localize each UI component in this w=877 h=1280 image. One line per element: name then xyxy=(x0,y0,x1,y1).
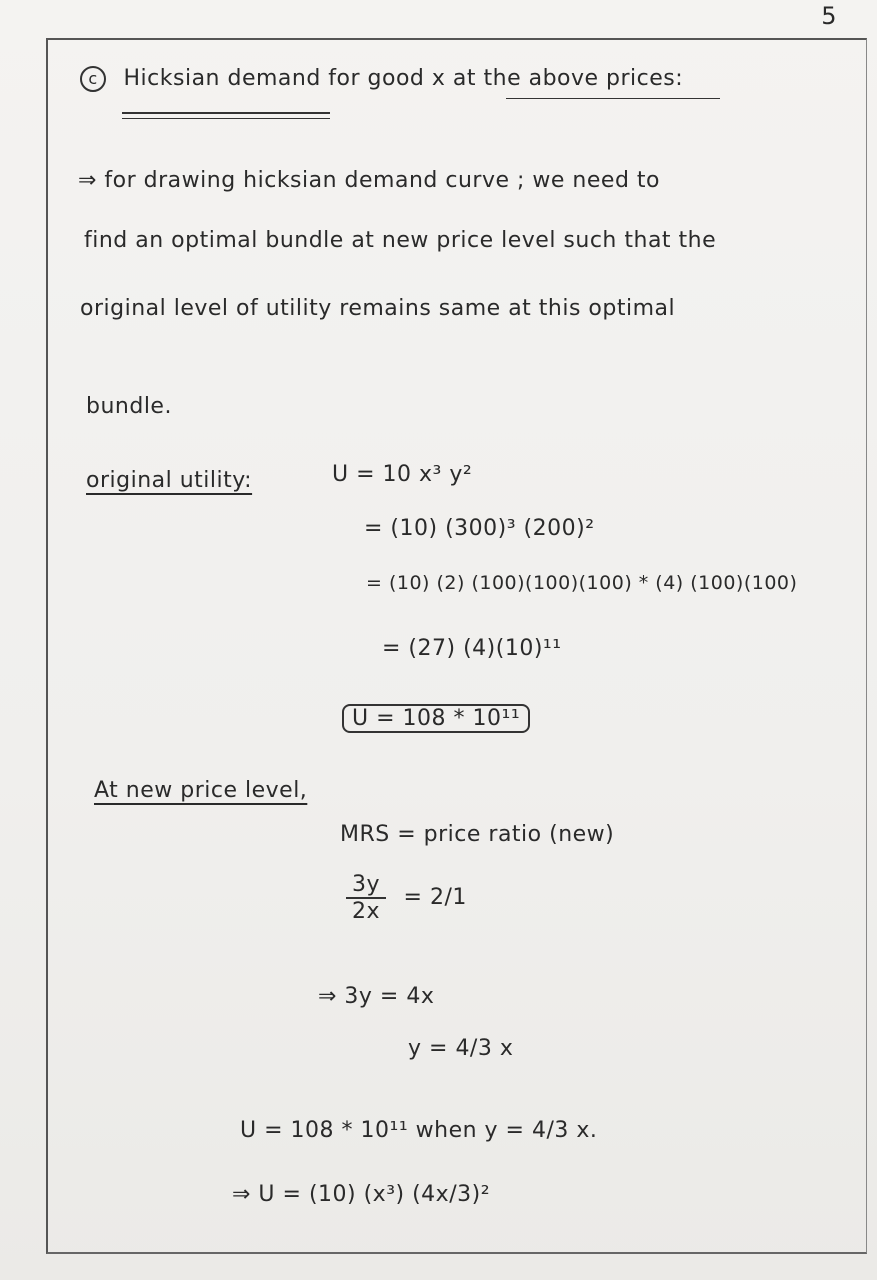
utility-condition: U = 108 * 10¹¹ when y = 4/3 x. xyxy=(240,1118,598,1143)
intro-line-4: bundle. xyxy=(86,394,172,419)
heading-underline-2 xyxy=(122,118,330,119)
section-heading xyxy=(80,66,683,92)
page-number: 5 xyxy=(821,2,837,30)
original-utility-label: original utility: xyxy=(86,468,253,493)
derivation-step-2: y = 4/3 x xyxy=(408,1036,514,1061)
heading-underline-3 xyxy=(506,98,720,99)
mrs-equation: MRS = price ratio (new) xyxy=(340,822,615,847)
mrs-fraction xyxy=(346,872,386,924)
intro-line-2: find an optimal bundle at new price level such that the xyxy=(84,228,717,253)
mrs-numerator: 3y xyxy=(346,872,386,899)
utility-equation: U = 10 x³ y² xyxy=(332,462,473,487)
final-equation: ⇒ U = (10) (x³) (4x/3)² xyxy=(232,1182,491,1207)
heading-text: Hicksian demand for good x at the above prices: xyxy=(123,66,684,91)
mrs-ratio: = 2/1 xyxy=(403,885,467,910)
utility-step-3: = (27) (4)(10)¹¹ xyxy=(382,636,562,661)
mrs-denominator: 2x xyxy=(352,899,381,924)
derivation-step-1: ⇒ 3y = 4x xyxy=(318,984,435,1009)
utility-result-box: U = 108 * 10¹¹ xyxy=(342,704,530,733)
new-price-label: At new price level, xyxy=(94,778,308,803)
heading-underline xyxy=(122,112,330,114)
section-marker: c xyxy=(80,66,106,92)
utility-step-1: = (10) (300)³ (200)² xyxy=(364,516,595,541)
intro-line-3: original level of utility remains same at this optimal xyxy=(80,296,676,321)
utility-step-2: = (10) (2) (100)(100)(100) * (4) (100)(100) xyxy=(366,572,798,594)
intro-line-1: ⇒ for drawing hicksian demand curve ; we need to xyxy=(78,168,660,193)
mrs-fraction-row xyxy=(346,872,467,924)
